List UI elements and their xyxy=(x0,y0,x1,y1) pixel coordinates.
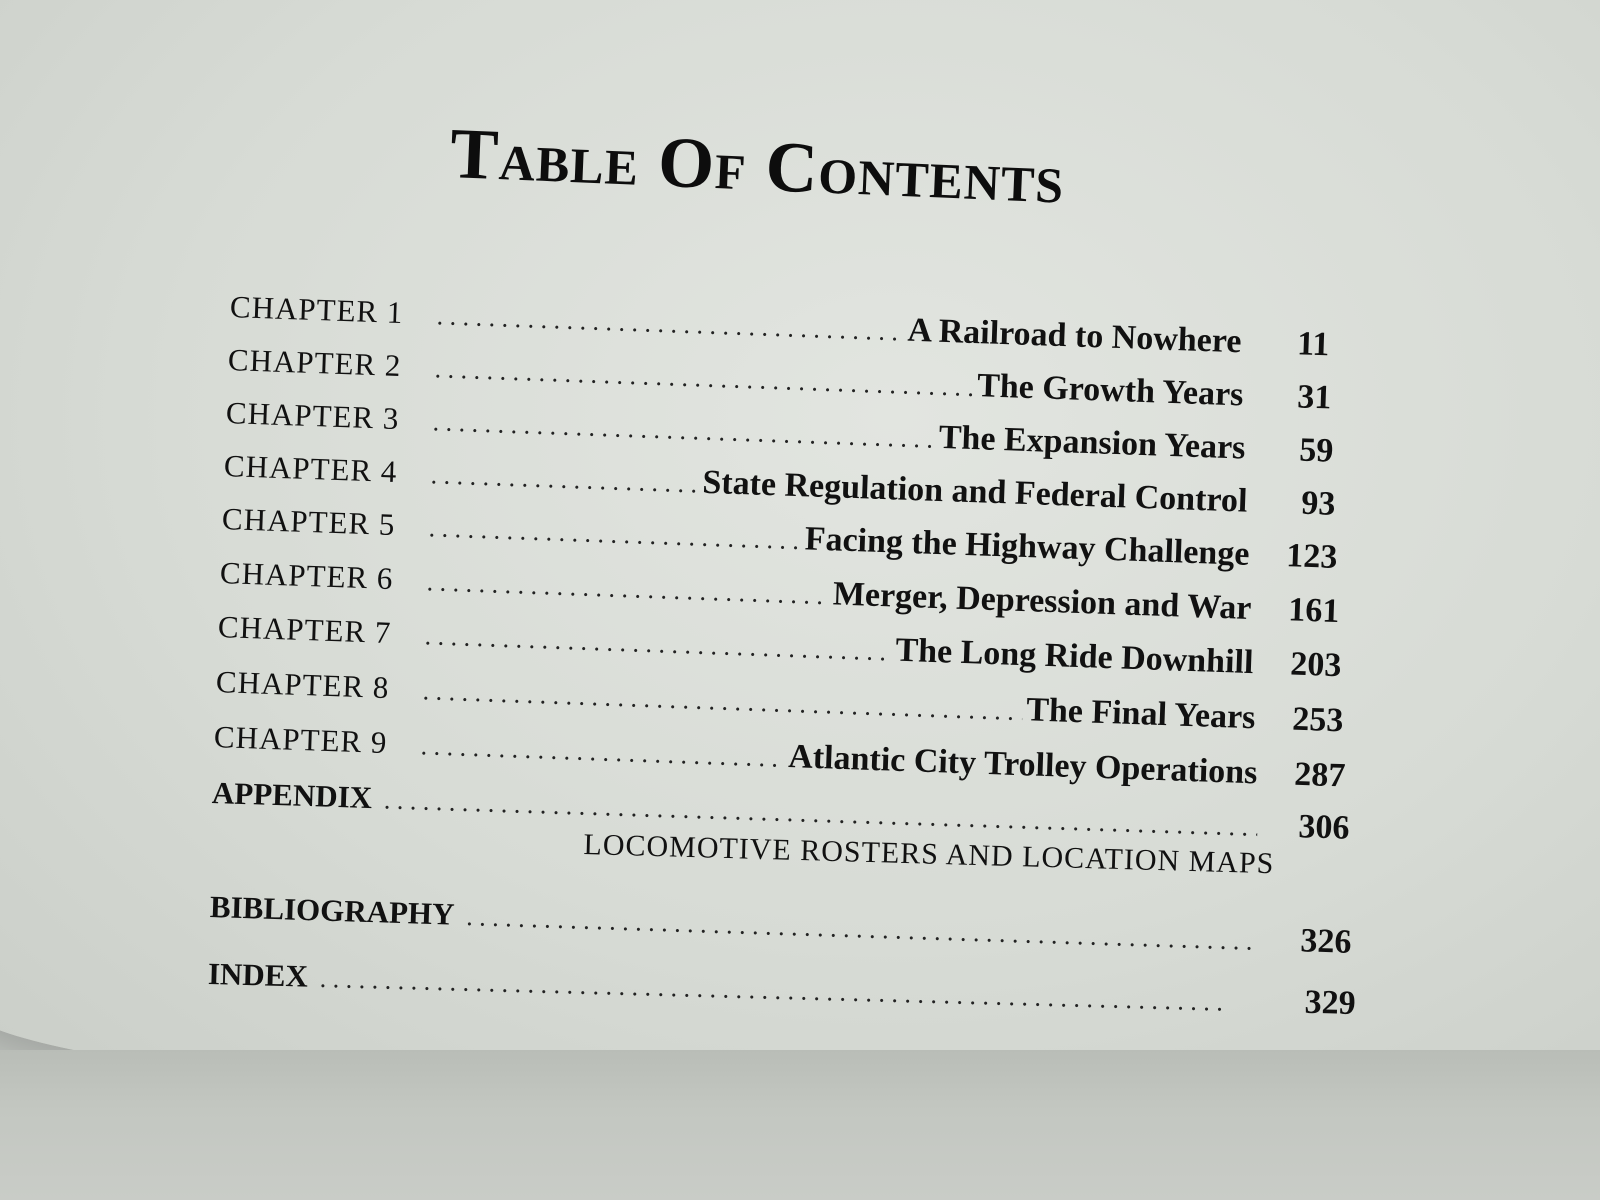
chapter-label: CHAPTER 2 xyxy=(227,342,403,384)
dot-leader xyxy=(422,676,1022,727)
appendix-label: APPENDIX xyxy=(211,775,373,816)
chapter-label: CHAPTER 6 xyxy=(219,555,395,597)
dot-leader xyxy=(430,460,699,499)
chapter-label: CHAPTER 7 xyxy=(217,609,393,651)
chapter-label: CHAPTER 1 xyxy=(229,289,405,331)
chapter-title: Merger, Depression and War xyxy=(832,575,1253,628)
dot-leader xyxy=(424,621,892,667)
dot-leader xyxy=(434,354,973,403)
appendix-subtitle: LOCOMOTIVE ROSTERS AND LOCATION MAPS xyxy=(583,828,1275,881)
dot-leader xyxy=(466,902,1260,957)
dot-leader xyxy=(436,301,904,347)
dot-leader xyxy=(420,731,784,774)
toc-row-index xyxy=(208,955,1357,1023)
page-title: Table Of Contents xyxy=(448,112,1067,219)
page-number: 11 xyxy=(1296,325,1330,364)
chapter-title: State Regulation and Federal Control xyxy=(701,463,1249,520)
chapter-title: The Expansion Years xyxy=(938,418,1247,467)
page-number: 93 xyxy=(1300,484,1336,523)
chapter-title: The Final Years xyxy=(1025,691,1257,737)
bibliography-label: BIBLIOGRAPHY xyxy=(209,889,456,932)
page-number: 253 xyxy=(1291,700,1344,740)
dot-leader xyxy=(319,964,1264,1019)
chapter-title: The Growth Years xyxy=(976,367,1245,414)
index-label: INDEX xyxy=(207,956,309,994)
chapter-title: The Long Ride Downhill xyxy=(894,631,1255,682)
chapter-label: CHAPTER 9 xyxy=(213,719,389,761)
page-number: 161 xyxy=(1287,591,1340,631)
page-number: 59 xyxy=(1298,431,1334,470)
page-number: 287 xyxy=(1293,755,1346,795)
chapter-label: CHAPTER 4 xyxy=(223,448,399,490)
toc-row-bibliography xyxy=(209,888,1352,962)
chapter-title: Facing the Highway Challenge xyxy=(804,520,1251,573)
page-number: 306 xyxy=(1297,808,1351,847)
page-number: 326 xyxy=(1299,922,1353,961)
chapter-label: CHAPTER 8 xyxy=(215,664,391,706)
dot-leader xyxy=(426,567,829,611)
page-number: 31 xyxy=(1296,378,1332,417)
chapter-label: CHAPTER 5 xyxy=(221,501,397,543)
dot-leader xyxy=(432,407,935,455)
dot-leader xyxy=(428,513,801,556)
page-number: 123 xyxy=(1285,537,1338,576)
chapter-title: A Railroad to Nowhere xyxy=(906,311,1243,361)
chapter-label: CHAPTER 3 xyxy=(225,395,401,437)
page-number: 329 xyxy=(1304,983,1357,1023)
chapter-title: Atlantic City Trolley Operations xyxy=(787,738,1259,792)
page-number: 203 xyxy=(1289,645,1342,685)
